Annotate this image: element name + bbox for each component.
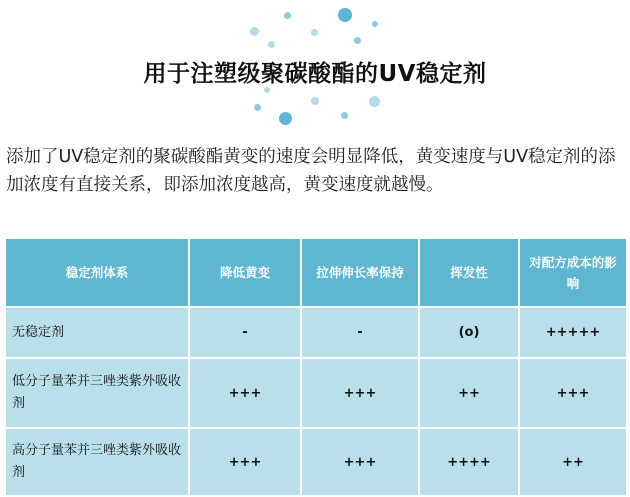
table-cell: +++ <box>519 358 627 428</box>
header-yellowing-reduction: 降低黄变 <box>189 238 301 307</box>
table-row <box>5 358 627 428</box>
table-cell: (o) <box>419 307 519 358</box>
row-label: 高分子量苯并三唑类紫外吸收剂 <box>5 428 189 496</box>
table-cell: ++++ <box>419 428 519 496</box>
decor-dot <box>284 12 291 19</box>
table-cell: +++++ <box>519 307 627 358</box>
table-cell: +++ <box>301 358 419 428</box>
decor-dot <box>268 41 275 48</box>
header-cost-impact: 对配方成本的影响 <box>519 238 627 307</box>
row-label: 无稳定剂 <box>5 307 189 358</box>
header-volatility: 挥发性 <box>419 238 519 307</box>
table-row <box>5 428 627 496</box>
table-cell: - <box>189 307 301 358</box>
table-cell: +++ <box>301 428 419 496</box>
decor-dot <box>354 37 361 44</box>
decor-dot <box>250 27 259 36</box>
table-header-row <box>5 238 627 307</box>
decor-dot <box>372 21 378 27</box>
row-label: 低分子量苯并三唑类紫外吸收剂 <box>5 358 189 428</box>
page-title: 用于注塑级聚碳酸酯的UV稳定剂 <box>143 61 487 87</box>
table-cell: +++ <box>189 358 301 428</box>
header-stabilizer-system: 稳定剂体系 <box>5 238 189 307</box>
table-row <box>5 307 627 358</box>
decor-dot <box>311 29 318 36</box>
intro-paragraph: 添加了UV稳定剂的聚碳酸酯黄变的速度会明显降低，黄变速度与UV稳定剂的添加浓度有直接关系，即添加浓度越高，黄变速度就越慢。 <box>6 147 616 195</box>
decor-dot <box>369 96 380 107</box>
table-cell: +++ <box>189 428 301 496</box>
decor-dot <box>264 87 270 93</box>
decor-dot <box>254 104 261 111</box>
decor-dot <box>279 112 292 125</box>
header-elongation-retention: 拉伸伸长率保持 <box>301 238 419 307</box>
table-cell: ++ <box>419 358 519 428</box>
decor-dot <box>338 8 352 22</box>
comparison-table <box>4 237 628 497</box>
table-cell: ++ <box>519 428 627 496</box>
table-cell: - <box>301 307 419 358</box>
decor-dot <box>311 97 319 105</box>
decor-dot <box>341 112 348 119</box>
